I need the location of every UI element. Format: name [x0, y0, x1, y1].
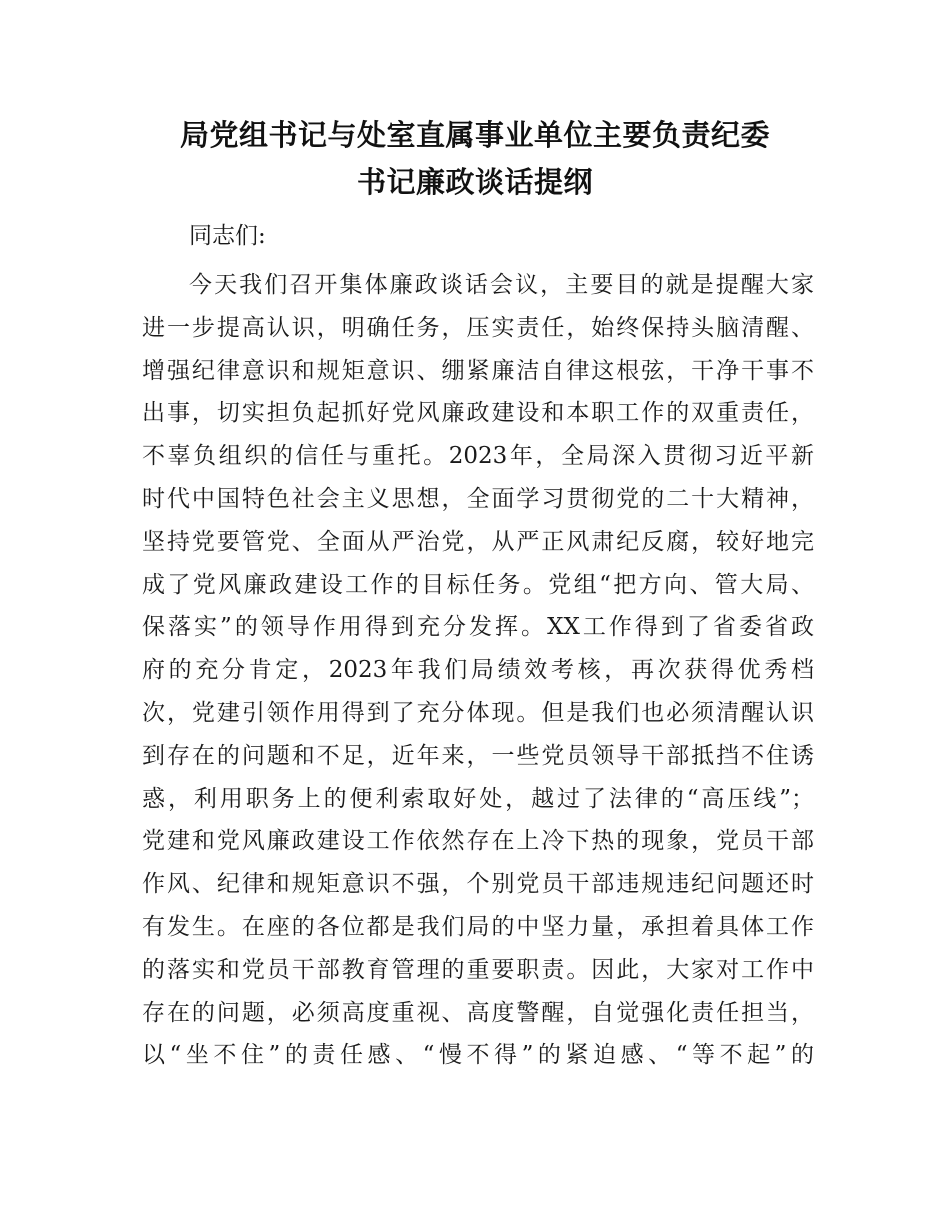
body-line: 坚持党要管党、全面从严治党，从严正风肃纪反腐，较好地完 — [142, 528, 814, 555]
salutation: 同志们: — [189, 223, 266, 249]
body-line: 的落实和党员干部教育管理的重要职责。因此，大家对工作中 — [142, 956, 814, 983]
body-line: 增强纪律意识和规矩意识、绷紧廉洁自律这根弦，干净干事不 — [142, 357, 814, 384]
body-paragraph — [142, 264, 814, 1077]
body-line: 作风、纪律和规矩意识不强，个别党员干部违规违纪问题还时 — [142, 871, 814, 898]
body-line: 今天我们召开集体廉政谈话会议，主要目的就是提醒大家 — [189, 272, 814, 298]
body-line: 出事，切实担负起抓好党风廉政建设和本职工作的双重责任， — [142, 400, 814, 427]
body-line: 时代中国特色社会主义思想，全面学习贯彻党的二十大精神， — [142, 485, 814, 512]
title-line-1: 局党组书记与处室直属事业单位主要负责纪委 — [179, 118, 770, 152]
body-line: 党建和党风廉政建设工作依然存在上冷下热的现象，党员干部 — [142, 828, 814, 855]
body-line: 进一步提高认识，明确任务，压实责任，始终保持头脑清醒、 — [142, 314, 814, 341]
body-line: 存在的问题，必须高度重视、高度警醒，自觉强化责任担当， — [142, 999, 814, 1026]
body-line: 保落实”的领导作用得到充分发挥。XX工作得到了省委省政 — [142, 614, 814, 641]
body-line: 府的充分肯定，2023年我们局绩效考核，再次获得优秀档 — [142, 657, 814, 684]
body-line: 成了党风廉政建设工作的目标任务。党组“把方向、管大局、 — [142, 571, 814, 598]
body-line: 以“坐不住”的责任感、“慢不得”的紧迫感、“等不起”的 — [142, 1042, 814, 1069]
body-line: 到存在的问题和不足，近年来，一些党员领导干部抵挡不住诱 — [142, 742, 814, 769]
body-line: 次，党建引领作用得到了充分体现。但是我们也必须清醒认识 — [142, 699, 814, 726]
title-line-2: 书记廉政谈话提纲 — [356, 165, 593, 199]
body-line: 有发生。在座的各位都是我们局的中坚力量，承担着具体工作 — [142, 913, 814, 940]
document-title — [140, 112, 810, 206]
body-line: 不辜负组织的信任与重托。2023年，全局深入贯彻习近平新 — [142, 443, 814, 470]
body-line: 惑，利用职务上的便利索取好处，越过了法律的“高压线”； — [142, 785, 814, 812]
